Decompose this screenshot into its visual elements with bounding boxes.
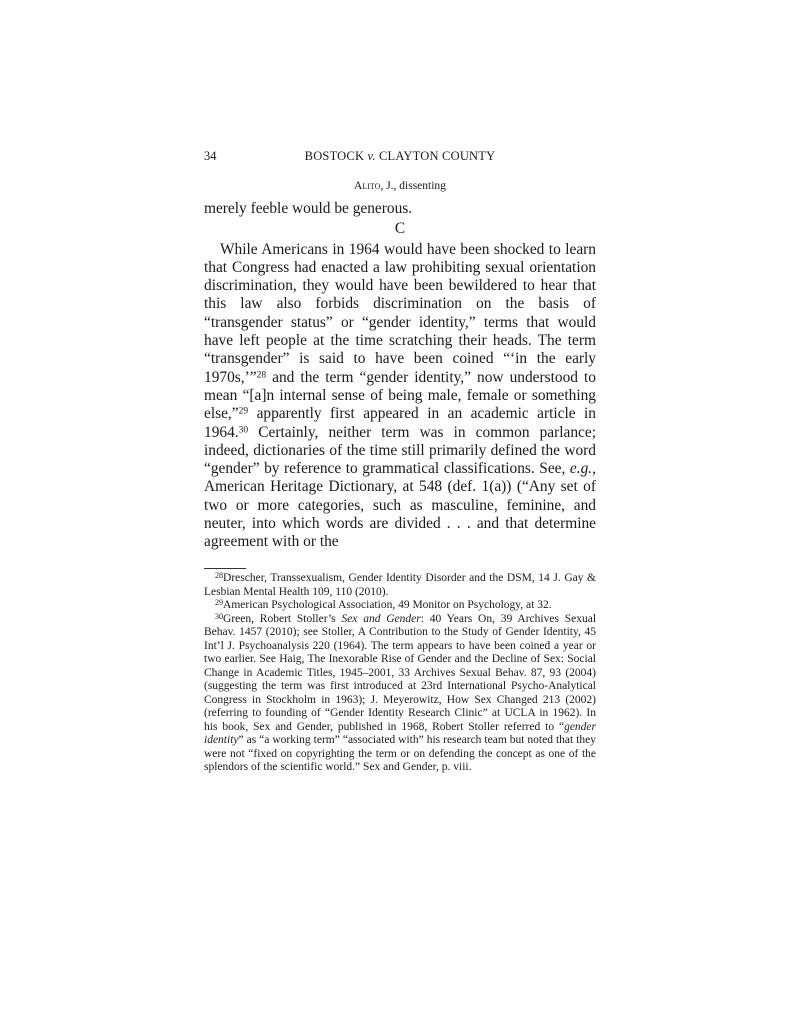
main-text [204,200,596,552]
running-header [204,149,596,165]
footnote-number: 29 [215,597,224,607]
footnote-text: Drescher, Transsexualism, Gender Identity Disorder and the DSM, 14 J. Gay & Lesbian Mental Health 109, 110 (2010). [204,572,596,598]
opinion-author-line [204,180,596,192]
page-number: 34 [204,149,217,163]
paragraph-italic: e.g. [569,460,593,478]
author-name: Alito [354,180,381,192]
footnote-text: American Psychological Association, 49 Monitor on Psychology, at 32. [223,599,552,611]
author-role: , J., dissenting [380,180,446,192]
footnote-ref-30[interactable]: 30 [238,424,249,436]
footnote-divider [204,568,246,569]
case-title-right: CLAYTON COUNTY [375,149,496,163]
paragraph-text: and the term “gender identity,” now understood to mean “[a]n internal sense of being male, female or something else,” [204,368,596,423]
footnote-29 [204,599,596,613]
footnote-italic-title: Sex and Gender [341,612,421,625]
footnote-number: 30 [215,611,224,621]
paragraph-text: Certainly, neither term was in common parlance; indeed, dictionaries of the time still primarily defined the word “gender” by reference to grammatical classifications. See, [204,423,596,478]
paragraph-text: While Americans in 1964 would have been shocked to learn that Congress had enacted a law prohibiting sexual orientation discrimination, they would have been bewildered to hear that this law also forbids discrimination on the basis of “transgender status” or “gender identity,” terms that would have left people at the time scratching their heads. The term “transgender” is said to have been coined “‘in the early 1970s,’” [204,240,596,386]
paragraph-text: , American Heritage Dictionary, at 548 (def. 1(a)) (“Any set of two or more categories, such as masculine, feminine, and neuter, into which words are divided . . . and that determine agreement with or the [204,460,596,551]
paragraph-continuation: merely feeble would be generous. [204,200,413,217]
case-title-v: v. [367,149,376,163]
case-title-left: BOSTOCK [304,149,368,163]
footnote-ref-29[interactable]: 29 [238,405,249,417]
section-heading: C [394,220,406,238]
footnotes [204,572,596,775]
footnote-30 [204,613,596,775]
case-title [204,149,596,164]
footnote-text: ” as “a working term” “associated with” his research team but noted that they were not “fixed on copyrighting the term or on defending the concept as one of the splendors of the scientific world.” Sex and Gender, p. viii. [204,734,596,773]
paragraph-main [204,241,596,552]
footnote-number: 28 [215,570,224,580]
footnote-ref-28[interactable]: 28 [256,369,267,381]
footnote-text: : 40 Years On, 39 Archives Sexual Behav. 1457 (2010); see Stoller, A Contribution to the Study of Gender Identity, 45 Int’l J. Psychoanalysis 220 (1964). The term appears to have been coined a year or two earlier. See Haig, The Inexorable Rise of Gender and the Decline of Sex: Social Change in Academic Titles, 1945–2001, 33 Archives Sexual Behav. 87, 93 (2004) (suggesting the term was first introduced at 23rd International Psycho-Analytical Congress in Stockholm in 1963); J. Meyerowitz, How Sex Changed 213 (2002) (referring to founding of “Gender Identity Research Clinic” at UCLA in 1962). In his book, Sex and Gender, published in 1968, Robert Stoller referred to “ [204,612,597,733]
footnote-28 [204,572,596,599]
footnote-italic-term: gender identity [204,720,596,746]
footnote-text: Green, Robert Stoller’s [223,612,342,625]
paragraph-text: apparently first appeared in an academic article in 1964. [204,405,596,441]
